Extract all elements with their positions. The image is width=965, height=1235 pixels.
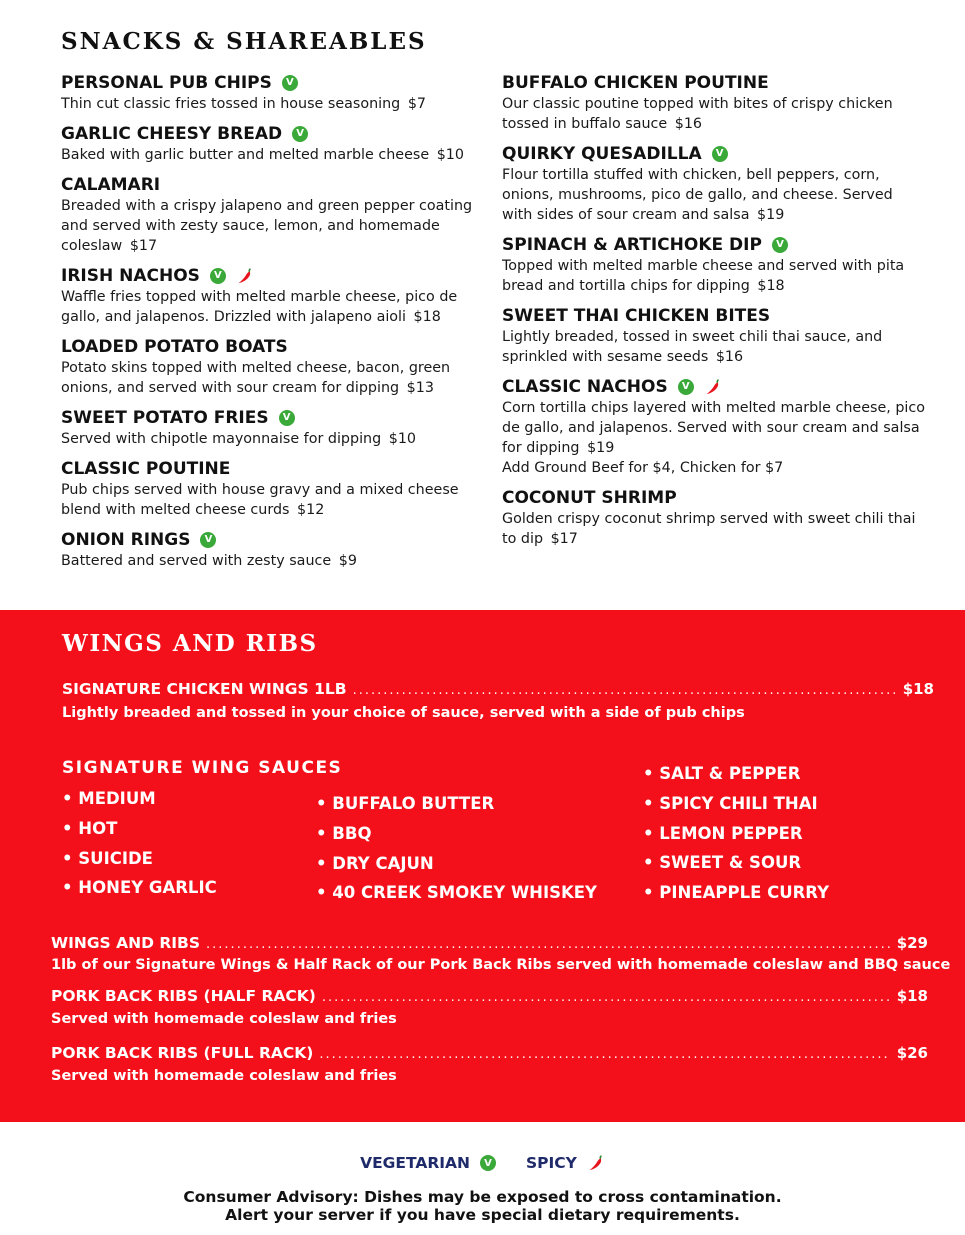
menu-item-description [61, 145, 481, 165]
menu-item-description [502, 256, 927, 296]
wings-ribs-line [51, 934, 928, 952]
chili-pepper-icon [587, 1154, 605, 1172]
menu-item-addon: Add Ground Beef for $4, Chicken for $7 [502, 460, 784, 476]
vegetarian-icon: V [282, 75, 298, 91]
sauce-item: • DRY CAJUN [316, 849, 597, 879]
sauce-item: • SPICY CHILI THAI [643, 789, 829, 819]
wings-title: WINGS AND RIBS [62, 630, 318, 657]
wings-ribs-price: $29 [896, 934, 928, 952]
menu-item-header [61, 458, 481, 480]
sauce-item: • 40 CREEK SMOKEY WHISKEY [316, 878, 597, 908]
menu-item-price: $7 [407, 96, 427, 112]
legend [0, 1154, 965, 1172]
menu-item-price: $16 [715, 349, 744, 365]
legend-spicy-label: SPICY [526, 1154, 577, 1172]
menu-item [502, 143, 927, 225]
menu-item-desc-text: Topped with melted marble cheese and served with pita bread and tortilla chips for dipping [502, 258, 905, 294]
menu-item-desc-text: Our classic poutine topped with bites of crispy chicken tossed in buffalo sauce [502, 96, 893, 132]
menu-item [61, 407, 481, 449]
menu-item-header [502, 234, 927, 256]
menu-item-desc-text: Golden crispy coconut shrimp served with sweet chili thai to dip [502, 511, 916, 547]
menu-item-desc-text: Served with chipotle mayonnaise for dipping [61, 431, 382, 447]
menu-item-name: LOADED POTATO BOATS [61, 337, 288, 357]
menu-item-header [61, 174, 481, 196]
menu-item-desc-text: Corn tortilla chips layered with melted marble cheese, pico de gallo, and jalapenos. Served with sour cream and salsa for dipping [502, 400, 926, 456]
sauce-list-col1 [62, 784, 217, 903]
half-rack-line [51, 987, 928, 1005]
menu-item-header [61, 123, 481, 145]
snacks-section [0, 0, 965, 610]
vegetarian-icon: V [210, 268, 226, 284]
menu-item-header [502, 72, 927, 94]
sauce-item: • MEDIUM [62, 784, 217, 814]
wings-ribs-name: WINGS AND RIBS [51, 934, 201, 952]
vegetarian-icon: V [480, 1155, 496, 1171]
dot-leader [319, 1047, 890, 1062]
half-rack-name: PORK BACK RIBS (HALF RACK) [51, 987, 316, 1005]
menu-item [502, 234, 927, 296]
vegetarian-icon: V [712, 146, 728, 162]
menu-item-description [61, 94, 481, 114]
menu-item-name: CALAMARI [61, 175, 161, 195]
dot-leader [322, 990, 891, 1005]
menu-item-name: QUIRKY QUESADILLA [502, 144, 702, 164]
dot-leader [353, 683, 897, 698]
menu-item-desc-text: Battered and served with zesty sauce [61, 553, 332, 569]
half-rack-price: $18 [896, 987, 928, 1005]
menu-item-description [502, 165, 927, 225]
legend-vegetarian [360, 1154, 496, 1172]
advisory-line1: Consumer Advisory: Dishes may be exposed to cross contamination. [183, 1188, 782, 1206]
menu-item-header [502, 376, 927, 398]
menu-item-name: COCONUT SHRIMP [502, 488, 677, 508]
menu-item [502, 376, 927, 478]
menu-item-desc-text: Pub chips served with house gravy and a mixed cheese blend with melted cheese curds [61, 482, 459, 518]
half-rack-desc: Served with homemade coleslaw and fries [51, 1011, 397, 1027]
full-rack-desc: Served with homemade coleslaw and fries [51, 1068, 397, 1084]
snacks-left-column [61, 72, 481, 580]
vegetarian-icon: V [279, 410, 295, 426]
menu-item-price: $19 [587, 440, 615, 456]
dot-leader [206, 937, 891, 952]
sauce-item: • HONEY GARLIC [62, 873, 217, 903]
menu-item-header [502, 305, 927, 327]
chili-pepper-icon [236, 267, 254, 285]
menu-item-name: BUFFALO CHICKEN POUTINE [502, 73, 769, 93]
menu-item-name: CLASSIC NACHOS [502, 377, 668, 397]
menu-item-price: $16 [674, 116, 703, 132]
menu-item [61, 529, 481, 571]
wings-ribs-desc: 1lb of our Signature Wings & Half Rack of our Pork Back Ribs served with homemade coleslaw and BBQ sauce [51, 957, 951, 973]
vegetarian-icon: V [772, 237, 788, 253]
menu-item-name: SWEET POTATO FRIES [61, 408, 269, 428]
vegetarian-icon: V [292, 126, 308, 142]
vegetarian-icon: V [200, 532, 216, 548]
menu-item [502, 72, 927, 134]
full-rack-line [51, 1044, 928, 1062]
consumer-advisory [0, 1188, 965, 1224]
legend-spicy [526, 1154, 605, 1172]
menu-item-price: $10 [388, 431, 417, 447]
menu-item-price: $9 [338, 553, 357, 569]
menu-item-description [61, 480, 481, 520]
menu-item-desc-text: Baked with garlic butter and melted marble cheese [61, 147, 430, 163]
menu-item-name: SWEET THAI CHICKEN BITES [502, 306, 771, 326]
menu-item [61, 265, 481, 327]
menu-item-header [61, 265, 481, 287]
menu-item-desc-text: Thin cut classic fries tossed in house seasoning [61, 96, 401, 112]
menu-item-name: IRISH NACHOS [61, 266, 200, 286]
menu-item-header [61, 336, 481, 358]
chili-pepper-icon [704, 378, 722, 396]
menu-item-description [502, 509, 927, 549]
sauce-item: • LEMON PEPPER [643, 819, 829, 849]
menu-item-price: $19 [757, 207, 785, 223]
menu-item [61, 458, 481, 520]
menu-item [502, 305, 927, 367]
menu-item-name: GARLIC CHEESY BREAD [61, 124, 283, 144]
signature-wings-name: SIGNATURE CHICKEN WINGS 1LB [62, 680, 347, 698]
menu-item [61, 72, 481, 114]
sauce-list-col3 [643, 759, 829, 908]
menu-item-description [61, 287, 481, 327]
menu-item-header [61, 407, 481, 429]
full-rack-name: PORK BACK RIBS (FULL RACK) [51, 1044, 314, 1062]
menu-item-description [61, 358, 481, 398]
menu-item-price: $10 [436, 147, 464, 163]
menu-item [61, 174, 481, 256]
menu-item-price: $13 [406, 380, 434, 396]
sauce-item: • SUICIDE [62, 844, 217, 874]
menu-item-desc-text: Breaded with a crispy jalapeno and green pepper coating and served with zesty sauce, lemon, and homemade coleslaw [61, 198, 473, 254]
menu-item-header [61, 72, 481, 94]
menu-item-desc-text: Flour tortilla stuffed with chicken, bell peppers, corn, onions, mushrooms, pico de gallo, and cheese. Served with sides of sour cream and salsa [502, 167, 893, 223]
sauces-title: SIGNATURE WING SAUCES [62, 758, 343, 778]
menu-item-desc-text: Waffle fries topped with melted marble cheese, pico de gallo, and jalapenos. Drizzled with jalapeno aioli [61, 289, 458, 325]
snacks-right-column [502, 72, 927, 558]
legend-vegetarian-label: VEGETARIAN [360, 1154, 471, 1172]
signature-wings-desc: Lightly breaded and tossed in your choice of sauce, served with a side of pub chips [62, 705, 745, 721]
menu-item-name: SPINACH & ARTICHOKE DIP [502, 235, 762, 255]
menu-item-header [61, 529, 481, 551]
menu-item-description [502, 327, 927, 367]
sauce-item: • SWEET & SOUR [643, 848, 829, 878]
full-rack-price: $26 [896, 1044, 928, 1062]
menu-item [502, 487, 927, 549]
menu-item-header [502, 143, 927, 165]
menu-item-desc-text: Potato skins topped with melted cheese, bacon, green onions, and served with sour cream for dipping [61, 360, 451, 396]
sauce-item: • SALT & PEPPER [643, 759, 829, 789]
menu-item-description [61, 429, 481, 449]
menu-item-price: $18 [757, 278, 785, 294]
menu-item-desc-text: Lightly breaded, tossed in sweet chili thai sauce, and sprinkled with sesame seeds [502, 329, 883, 365]
menu-item-name: ONION RINGS [61, 530, 191, 550]
sauce-item: • BBQ [316, 819, 597, 849]
menu-item-price: $12 [297, 502, 325, 518]
menu-item-description [61, 196, 481, 256]
sauce-item: • PINEAPPLE CURRY [643, 878, 829, 908]
sauce-list-col2 [316, 789, 597, 908]
menu-item-description [61, 551, 481, 571]
menu-item-description [502, 398, 927, 458]
menu-item [61, 123, 481, 165]
sauce-item: • BUFFALO BUTTER [316, 789, 597, 819]
menu-item-price: $17 [129, 238, 158, 254]
signature-wings-price: $18 [902, 680, 934, 698]
sauce-item: • HOT [62, 814, 217, 844]
signature-wings-line [62, 680, 934, 698]
menu-item-header [502, 487, 927, 509]
menu-item-name: PERSONAL PUB CHIPS [61, 73, 272, 93]
menu-item [61, 336, 481, 398]
menu-item-name: CLASSIC POUTINE [61, 459, 231, 479]
menu-item-price: $18 [413, 309, 441, 325]
advisory-line2: Alert your server if you have special dietary requirements. [225, 1206, 740, 1224]
vegetarian-icon: V [678, 379, 694, 395]
wings-section [0, 610, 965, 1122]
snacks-title: SNACKS & SHAREABLES [61, 28, 427, 55]
menu-item-price: $17 [550, 531, 578, 547]
menu-item-description [502, 94, 927, 134]
